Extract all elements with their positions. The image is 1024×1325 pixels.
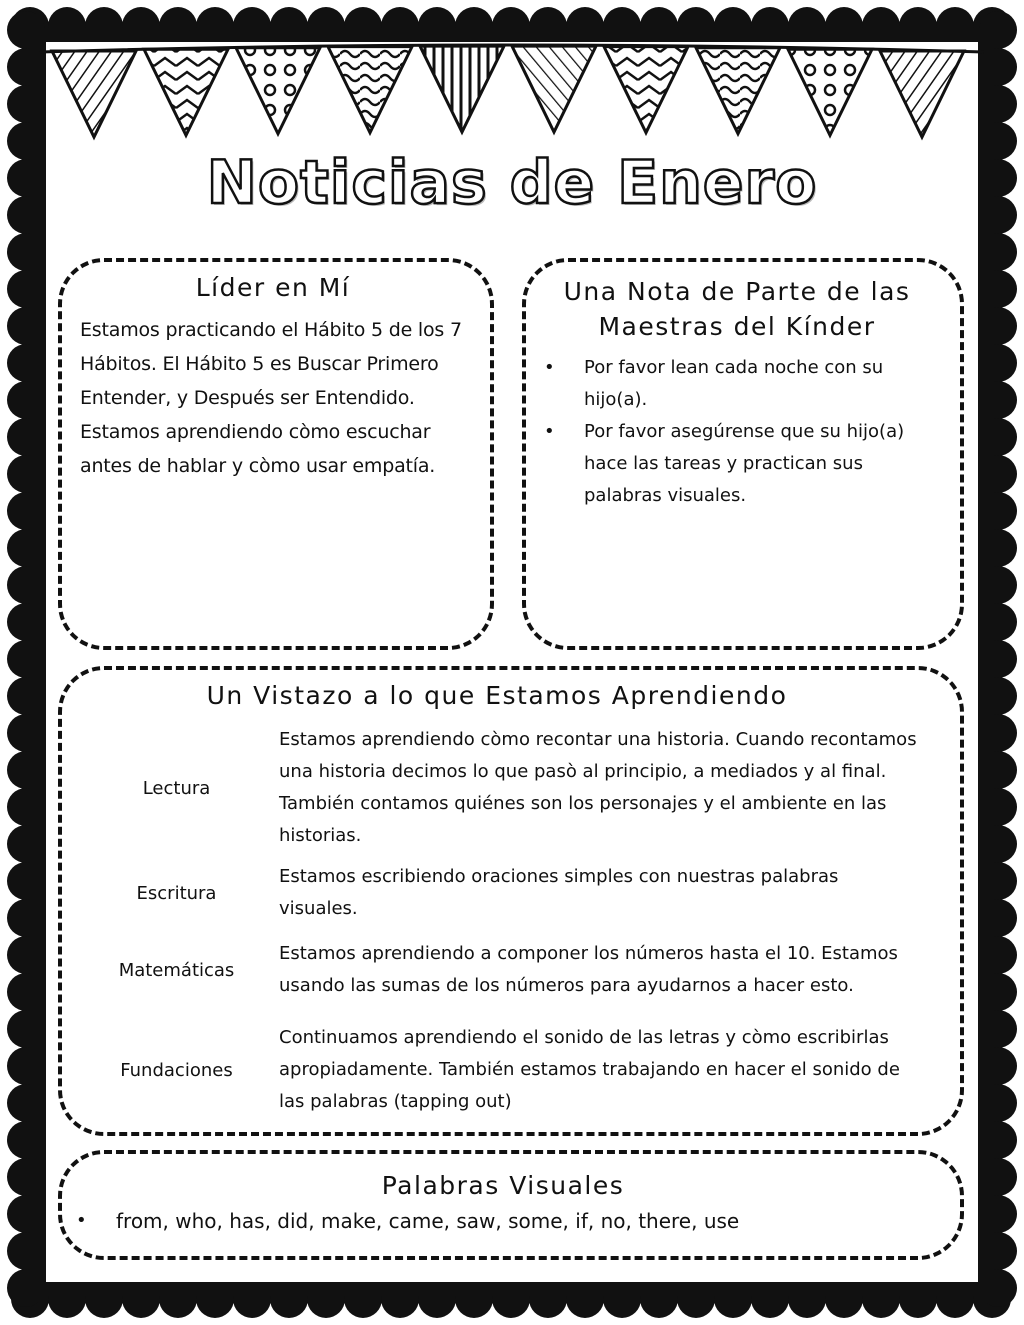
list-item: • Por favor lean cada noche con su hijo(a).	[544, 352, 930, 416]
learning-table	[74, 715, 920, 1125]
subject-text: Estamos aprendiendo a componer los números hasta el 10. Estamos usando las sumas de los números para ayudarnos a hacer esto.	[279, 943, 898, 996]
palabras-heading: Palabras Visuales	[381, 1171, 625, 1200]
lider-heading: Líder en Mí	[195, 273, 351, 302]
subject-text: Continuamos aprendiendo el sonido de las letras y còmo escribirlas apropiadamente. También estamos trabajando en hacer el sonido de las palabras (tapping out)	[279, 1027, 900, 1112]
table-row	[74, 715, 920, 861]
subject-escritura: Escritura	[136, 882, 217, 904]
palabras-list	[76, 1205, 930, 1237]
nota-list	[544, 352, 930, 512]
nota-heading-line2: Maestras del Kínder	[598, 312, 876, 341]
lider-en-mi-section	[58, 258, 494, 650]
bunting-banner	[0, 0, 1024, 160]
table-row	[74, 1015, 920, 1125]
list-item: • from, who, has, did, make, came, saw, some, if, no, there, use	[76, 1205, 930, 1237]
lider-text: Estamos practicando el Hábito 5 de los 7 Hábitos. El Hábito 5 es Buscar Primero Entender, y Después ser Entendido. Estamos aprendiendo còmo escuchar antes de hablar y còmo usar empatía.	[80, 319, 462, 477]
subject-text: Estamos aprendiendo còmo recontar una historia. Cuando recontamos una historia decimos lo que pasò al principio, a mediados y al final. También contamos quiénes son los personajes y el ambiente en las historias.	[279, 729, 917, 846]
subject-lectura: Lectura	[142, 777, 211, 799]
vistazo-heading: Un Vistazo a lo que Estamos Aprendiendo	[206, 681, 788, 710]
subject-matematicas: Matemáticas	[118, 959, 235, 981]
table-row	[74, 861, 920, 925]
page-title: Noticias de Enero	[206, 148, 818, 218]
subject-fundaciones: Fundaciones	[120, 1059, 233, 1081]
vistazo-section	[58, 666, 964, 1136]
nota-maestras-section	[522, 258, 964, 650]
list-item: • Por favor asegúrense que su hijo(a) hace las tareas y practican sus palabras visuales.	[544, 416, 930, 512]
palabras-visuales-section	[58, 1150, 964, 1260]
subject-text: Estamos escribiendo oraciones simples con nuestras palabras visuales.	[279, 866, 839, 919]
nota-heading-line1: Una Nota de Parte de las	[563, 277, 911, 306]
table-row	[74, 925, 920, 1015]
